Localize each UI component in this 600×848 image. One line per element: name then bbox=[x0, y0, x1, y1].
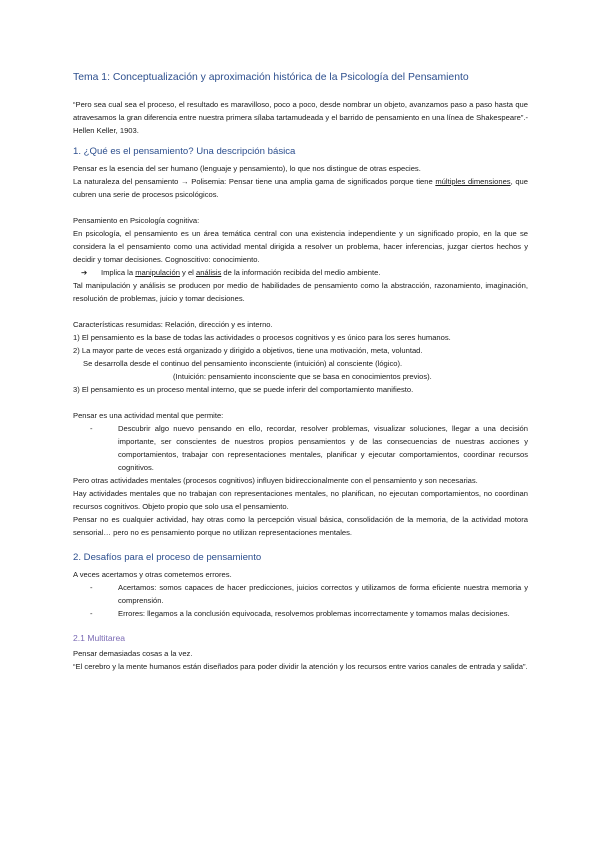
list-item: 3) El pensamiento es un proceso mental interno, que se puede inferir del comportamiento manifiesto. bbox=[73, 385, 414, 394]
subtitle: Pensamiento en Psicología cognitiva: bbox=[73, 216, 200, 225]
section-1-heading: 1. ¿Qué es el pensamiento? Una descripción básica bbox=[73, 146, 296, 157]
arrow-icon: ➔ bbox=[81, 268, 88, 277]
paragraph: Pero otras actividades mentales (procesos cognitivos) influyen bidireccionalmente con el pensamiento y son necesarias. bbox=[73, 476, 478, 485]
list-item: - Acertamos: somos capaces de hacer predicciones, juicios correctos y utilizamos de forma eficiente nuestra memoria y comprensión. bbox=[73, 581, 528, 607]
dash: - bbox=[90, 609, 93, 618]
paragraph: Pensar no es cualquier actividad, hay otras como la percepción visual básica, consolidación de la memoria, de la actividad motora sensorial… pero no es pensamiento porque no utilizan representaciones mentales. bbox=[73, 515, 528, 537]
section-2-1-heading: 2.1 Multitarea bbox=[73, 633, 126, 643]
list-item: (Intuición: pensamiento inconsciente que se basa en conocimientos previos). bbox=[173, 372, 432, 381]
list-item: - Descubrir algo nuevo pensando en ello, recordar, resolver problemas, visualizar soluciones, llegar a una decisión importante, ser conscientes de nuestros propios pensamientos y de las consecuencias de nuestras acciones y comportamientos, trabajar con representaciones mentales, planificar y ejecutar comportamientos, coordinar recursos cognitivos. bbox=[73, 422, 528, 474]
section-2-heading: 2. Desafíos para el proceso de pensamiento bbox=[73, 552, 262, 563]
list-item: - Errores: llegamos a la conclusión equivocada, resolvemos problemas incorrectamente y tomamos malas decisiones. bbox=[73, 607, 528, 620]
document-page bbox=[73, 72, 528, 673]
list-item: Se desarrolla desde el continuo del pensamiento inconsciente (intuición) al consciente (lógico). bbox=[83, 359, 403, 368]
opening-quote: “Pero sea cual sea el proceso, el resultado es maravilloso, poco a poco, desde nombrar un objeto, avanzamos paso a paso hasta que atravesamos la gran diferencia entre nuestra primera sílaba tartamudeada y el barrido de pensamiento en una línea de Shakespeare”.- Hellen Keller, 1903. bbox=[73, 100, 528, 135]
subtitle: Pensar es una actividad mental que permite: bbox=[73, 411, 224, 420]
paragraph: En psicología, el pensamiento es un área temática central con una existencia independiente y un significado propio, en la que se considera la el pensamiento como una actividad mental dirigida a resolver un problema, hacer inferencias, juzgar ciertos hechos y decidir y tomar decisiones. Cognoscitivo: conocimiento. bbox=[73, 229, 528, 264]
list-item: 2) La mayor parte de veces está organizado y dirigido a objetivos, tiene una motivación, meta, voluntad. bbox=[73, 346, 423, 355]
paragraph: Tal manipulación y análisis se producen por medio de habilidades de pensamiento como la abstracción, razonamiento, imaginación, resolución de problemas, juicio y tomar decisiones. bbox=[73, 281, 528, 303]
list-item: 1) El pensamiento es la base de todas las actividades o procesos cognitivos y es único para los seres humanos. bbox=[73, 333, 451, 342]
dash: - bbox=[90, 424, 93, 433]
paragraph: A veces acertamos y otras cometemos errores. bbox=[73, 570, 232, 579]
paragraph: Pensar demasiadas cosas a la vez. bbox=[73, 649, 193, 658]
page-title: Tema 1: Conceptualización y aproximación histórica de la Psicología del Pensamiento bbox=[73, 72, 469, 83]
arrow-item: ➔ Implica la manipulación y el análisis de la información recibida del medio ambiente. bbox=[81, 268, 381, 277]
dash: - bbox=[90, 583, 93, 592]
paragraph: Pensar es la esencia del ser humano (lenguaje y pensamiento), lo que nos distingue de otras especies. bbox=[73, 164, 421, 173]
paragraph: Hay actividades mentales que no trabajan con representaciones mentales, no planifican, no ejecutan comportamientos, no coordinan recursos cognitivos. Objeto propio que solo usa el pensamiento. bbox=[73, 489, 528, 511]
subtitle: Características resumidas: Relación, dirección y es interno. bbox=[73, 320, 273, 329]
paragraph: La naturaleza del pensamiento → Polisemia: Pensar tiene una amplia gama de significados porque tiene múltiples dimensiones, que cubren una serie de procesos psicológicos. bbox=[73, 177, 529, 199]
quote: “El cerebro y la mente humanos están diseñados para poder dividir la atención y los recursos entre varios canales de entrada y salida”. bbox=[73, 662, 528, 671]
